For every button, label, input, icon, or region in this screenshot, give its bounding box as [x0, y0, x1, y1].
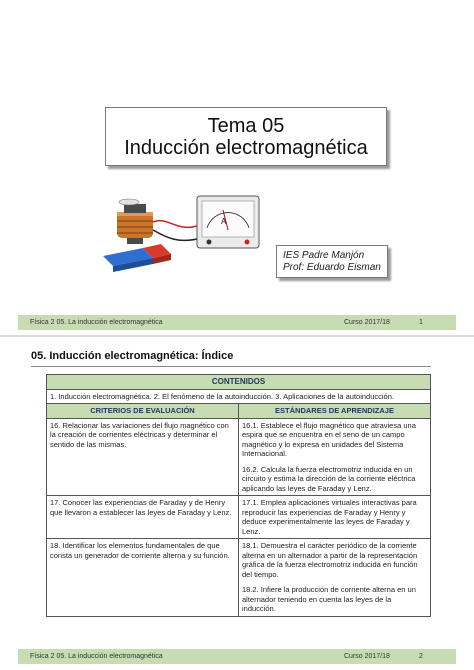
contenidos-header: CONTENIDOS [47, 375, 431, 390]
table-row [47, 418, 431, 496]
author-box [276, 245, 388, 278]
footer-page-number: 2 [419, 653, 423, 660]
estandares-cell [239, 418, 431, 496]
criterio-cell: 18. Identificar los elementos fundamentales de que consta un generador de corriente alterna y su función. [47, 539, 239, 617]
estandar-item: 18.1. Demuestra el carácter periódico de la corriente alterna en un alternador a partir de la representación gráfica de la fuerza electromotriz inducida en función del tiempo. [242, 541, 418, 579]
footer-page-number: 1 [419, 319, 423, 326]
estandar-item: 16.2. Calcula la fuerza electromotriz inducida en un circuito y estima la dirección de la corriente eléctrica aplicando las leyes de Faraday y Lenz. [242, 464, 416, 493]
author-name: Prof: Eduardo Eisman [283, 261, 381, 273]
footer-course-title: Física 2 05. La inducción electromagnética [30, 319, 163, 326]
induction-experiment-illustration [97, 186, 267, 282]
estandar-item: 17.1. Emplea aplicaciones virtuales interactivas para reproducir las experiencias de Faraday y Henry y deduce experimentalmente las leyes de Faraday y Lenz. [242, 498, 417, 536]
estandares-header: ESTÁNDARES DE APRENDIZAJE [239, 404, 431, 419]
contenidos-text: 1. Inducción electromagnética. 2. El fenómeno de la autoinducción. 3. Aplicaciones de la autoinducción. [47, 389, 431, 404]
estandar-item: 16.1. Establece el flujo magnético que atraviesa una espira que se encuentra en el seno de un campo magnético y lo expresa en unidades del Sistema Internacional. [242, 420, 416, 458]
estandares-cell [239, 539, 431, 617]
author-school: IES Padre Manjón [283, 249, 365, 261]
galvanometer [197, 196, 259, 248]
title-box [105, 107, 387, 166]
criterio-cell: 16. Relacionar las variaciones del flujo magnético con la creación de corrientes eléctricas y determinar el sentido de las mismas. [47, 418, 239, 496]
coil [117, 199, 153, 244]
slide-1-footer [18, 315, 456, 330]
slide-2-title: 05. Inducción electromagnética: Índice [31, 350, 234, 362]
criterios-header: CRITERIOS DE EVALUACIÓN [47, 404, 239, 419]
title-line-2: Inducción electromagnética [124, 136, 368, 159]
estandar-item: 18.2. Infiere la producción de corriente alterna en un alternador teniendo en cuenta las leyes de la inducción. [242, 585, 416, 613]
footer-course-year: Curso 2017/18 [344, 319, 390, 326]
index-table [46, 374, 431, 617]
footer-course-year: Curso 2017/18 [344, 653, 390, 660]
title-line-1: Tema 05 [207, 114, 285, 137]
title-underline [31, 366, 431, 367]
criterio-cell: 17. Conocer las experiencias de Faraday y de Henry que llevaron a establecer las leyes de Faraday y Lenz. [47, 496, 239, 539]
table-row [47, 539, 431, 617]
slide-2 [0, 337, 474, 670]
estandares-cell [239, 496, 431, 539]
slide-2-footer [18, 649, 456, 664]
footer-course-title: Física 2 05. La inducción electromagnética [30, 653, 163, 660]
bar-magnet [103, 244, 171, 272]
galvanometer-letter: A [221, 217, 227, 226]
table-row [47, 496, 431, 539]
